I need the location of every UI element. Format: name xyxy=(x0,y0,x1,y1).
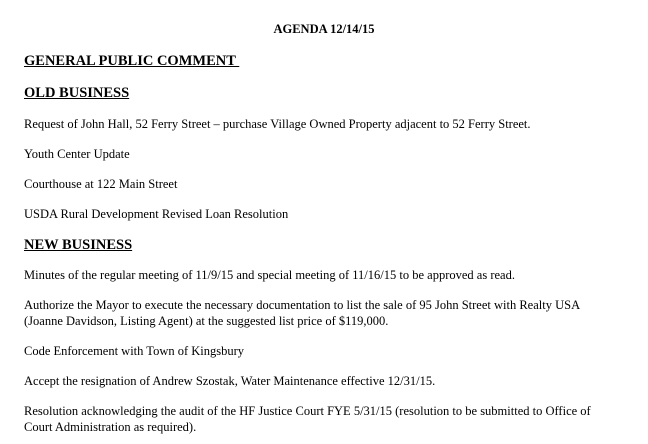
old-business-item-1: Request of John Hall, 52 Ferry Street – purchase Village Owned Property adjacent to 52 Ferry Street. xyxy=(24,117,531,131)
new-business-item-4: Accept the resignation of Andrew Szostak, Water Maintenance effective 12/31/15. xyxy=(24,374,436,388)
new-business-item-3: Code Enforcement with Town of Kingsbury xyxy=(24,344,245,358)
new-business-item-5-line-2: Court Administration as required). xyxy=(24,420,197,434)
new-business-item-5-line-1: Resolution acknowledging the audit of the HF Justice Court FYE 5/31/15 (resolution to be submitted to Office of xyxy=(24,404,591,418)
new-business-item-1: Minutes of the regular meeting of 11/9/15 and special meeting of 11/16/15 to be approved as read. xyxy=(24,268,515,282)
old-business-item-3: Courthouse at 122 Main Street xyxy=(24,177,178,191)
new-business-item-2-line-1: Authorize the Mayor to execute the necessary documentation to list the sale of 95 John Street with Realty USA xyxy=(24,298,581,312)
old-business-item-2: Youth Center Update xyxy=(24,147,130,161)
new-business-heading: NEW BUSINESS xyxy=(24,237,133,253)
agenda-title: AGENDA 12/14/15 xyxy=(273,22,375,36)
new-business-item-2-line-2: (Joanne Davidson, Listing Agent) at the suggested list price of $119,000. xyxy=(24,314,389,328)
general-public-comment-heading: GENERAL PUBLIC COMMENT xyxy=(24,53,240,69)
old-business-item-4: USDA Rural Development Revised Loan Resolution xyxy=(24,207,289,221)
old-business-heading: OLD BUSINESS xyxy=(24,85,130,101)
